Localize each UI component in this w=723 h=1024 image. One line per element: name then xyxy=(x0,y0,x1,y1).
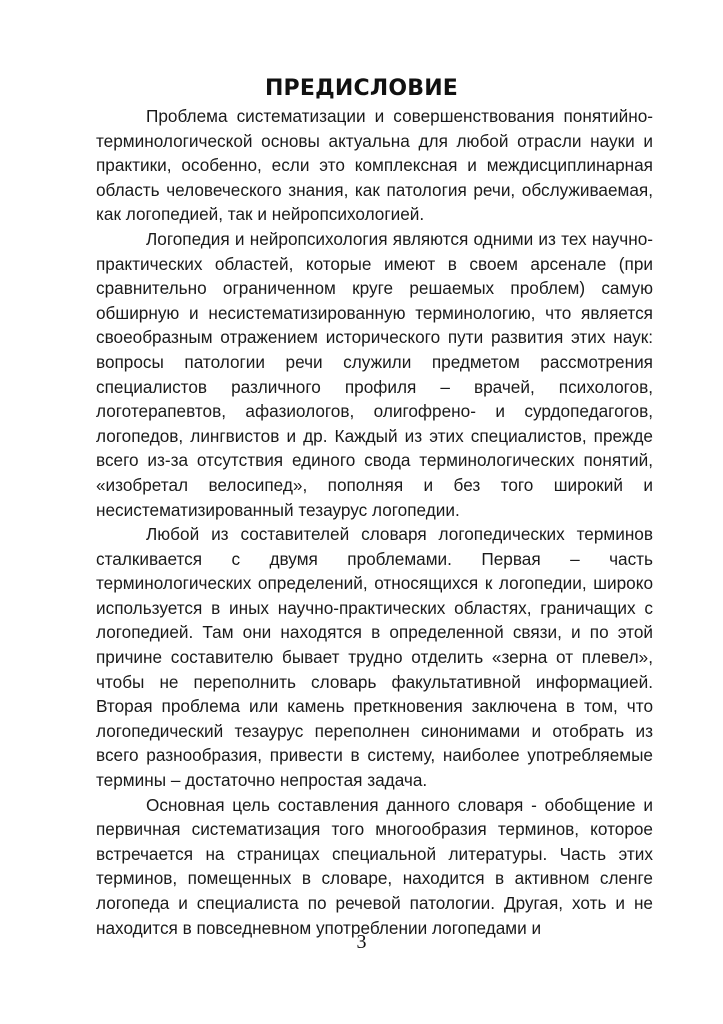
page-title: ПРЕДИСЛОВИЕ xyxy=(264,76,459,101)
paragraph-1: Проблема систематизации и совершенствования понятийно-терминологической основы актуальна для любой отрасли науки и практики, особенно, если это комплексная и междисциплинарная область человеческого знания, как патология речи, обслуживаемая, как логопедией, так и нейропсихологией. xyxy=(96,106,653,225)
page-number: 3 xyxy=(356,931,367,953)
paragraph-3: Любой из составителей словаря логопедических терминов сталкивается с двумя проблемами. Первая – часть терминологических определений, относящихся к логопедии, широко используется в иных научно-практических областях, граничащих с логопедией. Там они находятся в определенной связи, и по этой причине составителю бывает трудно отделить «зерна от плевел», чтобы не переполнить словарь факультативной информацией. Вторая проблема или камень преткновения заключена в том, что логопедический тезаурус переполнен синонимами и отобрать из всего разнообразия, привести в систему, наиболее употребляемые термины – достаточно непростая задача. xyxy=(96,524,653,791)
paragraph-4: Основная цель составления данного словаря - обобщение и первичная систематизация того многообразия терминов, которое встречается на страницах специальной литературы. Часть этих терминов, помещенных в словаре, находится в активном сленге логопеда и специалиста по речевой патологии. Другая, хоть и не находится в повседневном употреблении логопедами и xyxy=(96,794,653,938)
body-text xyxy=(96,104,653,940)
paragraph-2: Логопедия и нейропсихология являются одними из тех научно-практических областей, которые имеют в своем арсенале (при сравнительно ограниченном круге решаемых проблем) самую обширную и несистематизированную терминологию, что является своеобразным отражением исторического пути развития этих наук: вопросы патологии речи служили предметом рассмотрения специалистов различного профиля – врачей, психологов, логотерапевтов, афазиологов, олигофрено- и сурдопедагогов, логопедов, лингвистов и др. Каждый из этих специалистов, прежде всего из-за отсутствия единого свода терминологических понятий, «изобретал велосипед», пополняя и без того широкий и несистематизированный тезаурус логопедии. xyxy=(96,228,653,520)
